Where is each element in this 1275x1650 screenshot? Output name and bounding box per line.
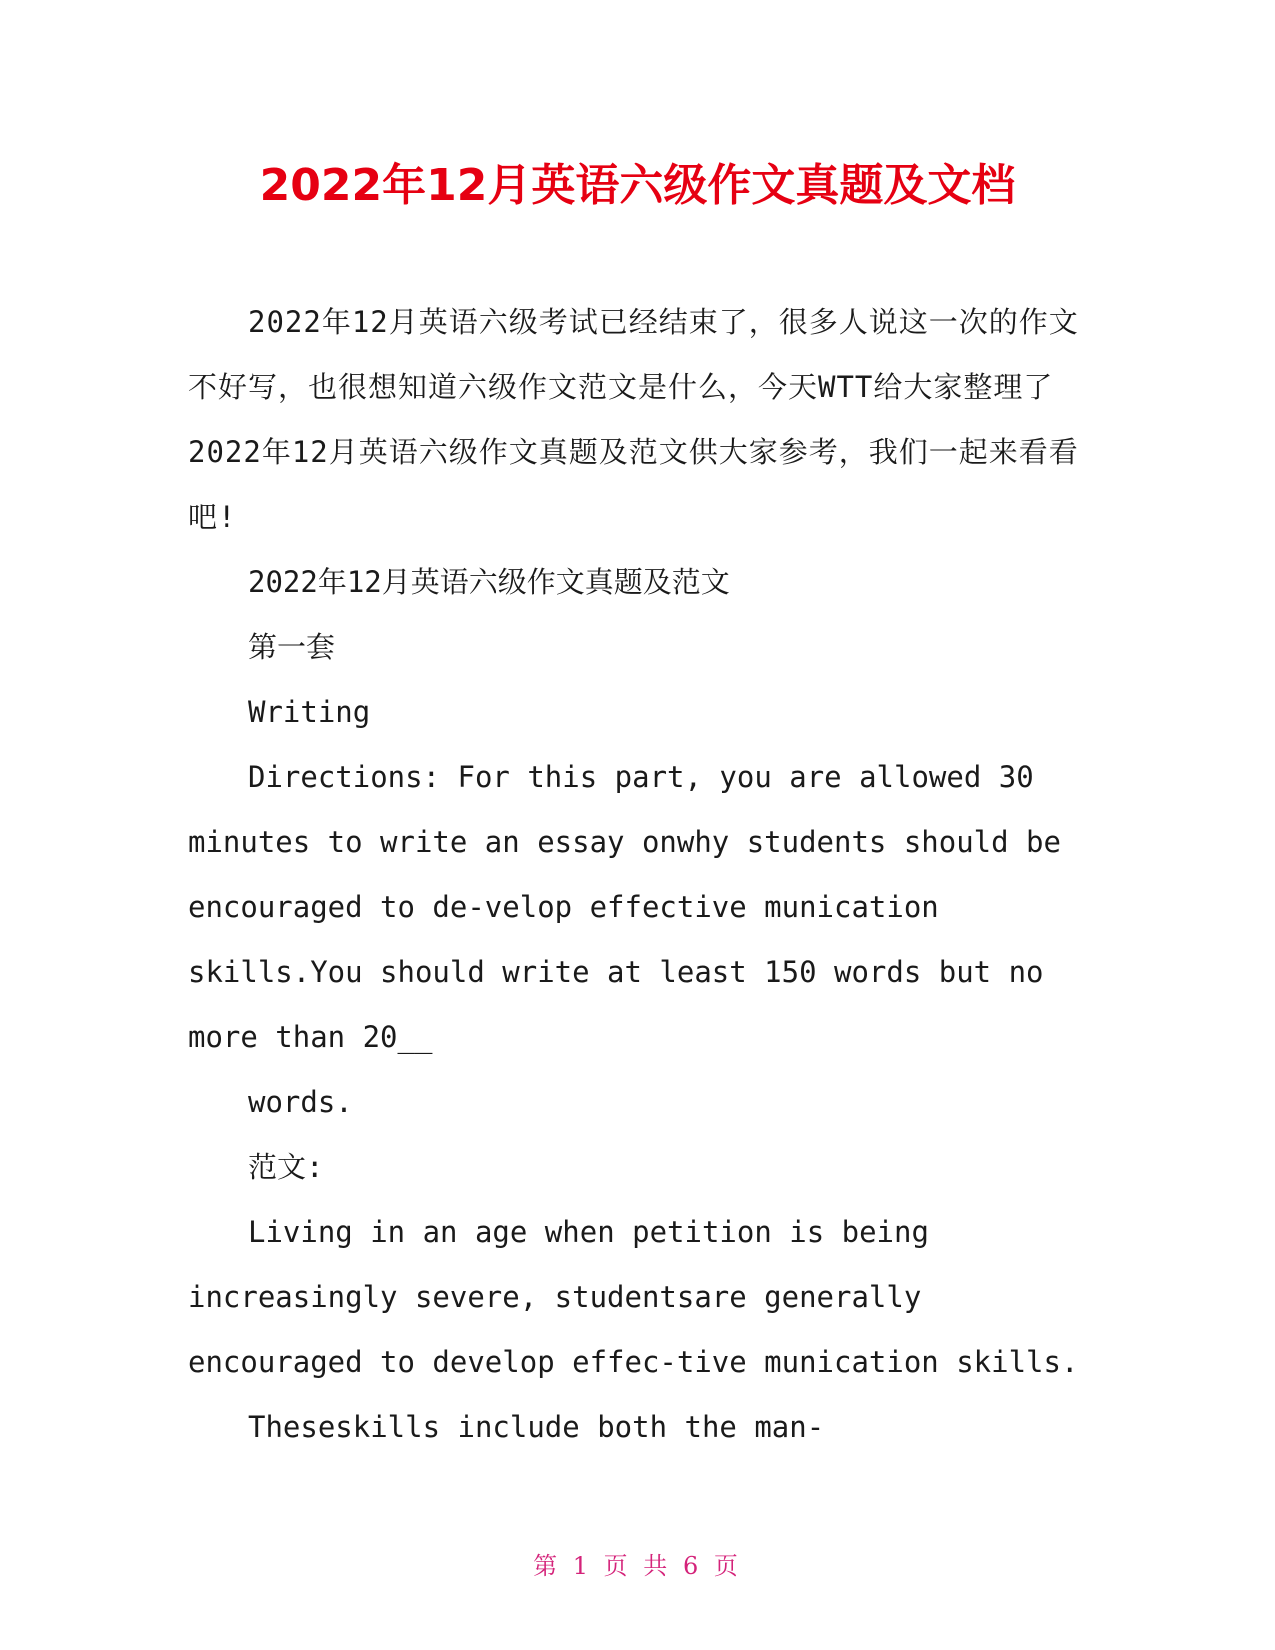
directions-paragraph: Directions: For this part, you are allowed 30 minutes to write an essay onwhy students should be encouraged to de-velop effective munication skills.You should write at least 150 words but no more than 20__ bbox=[188, 760, 1061, 1054]
set-label: 第一套 bbox=[248, 630, 336, 664]
directions-continuation: words. bbox=[248, 1085, 353, 1119]
essay-paragraph: Living in an age when petition is being increasingly severe, studentsare generally encouraged to develop effec-tive munication skills. bbox=[188, 1215, 1079, 1379]
page-indicator: 第 1 页 共 6 页 bbox=[533, 1552, 742, 1580]
section-heading: 2022年12月英语六级作文真题及范文 bbox=[248, 565, 730, 599]
document-body bbox=[188, 290, 1093, 1460]
sample-essay-label: 范文: bbox=[248, 1150, 324, 1184]
part-label: Writing bbox=[248, 695, 371, 729]
document-title: 2022年12月英语六级作文真题及文档 bbox=[259, 160, 1016, 211]
intro-paragraph: 2022年12月英语六级考试已经结束了，很多人说这一次的作文不好写，也很想知道六级作文范文是什么，今天WTT给大家整理了2022年12月英语六级作文真题及范文供大家参考，我们一起来看看吧! bbox=[188, 305, 1079, 534]
essay-paragraph: Theseskills include both the man- bbox=[248, 1410, 825, 1444]
